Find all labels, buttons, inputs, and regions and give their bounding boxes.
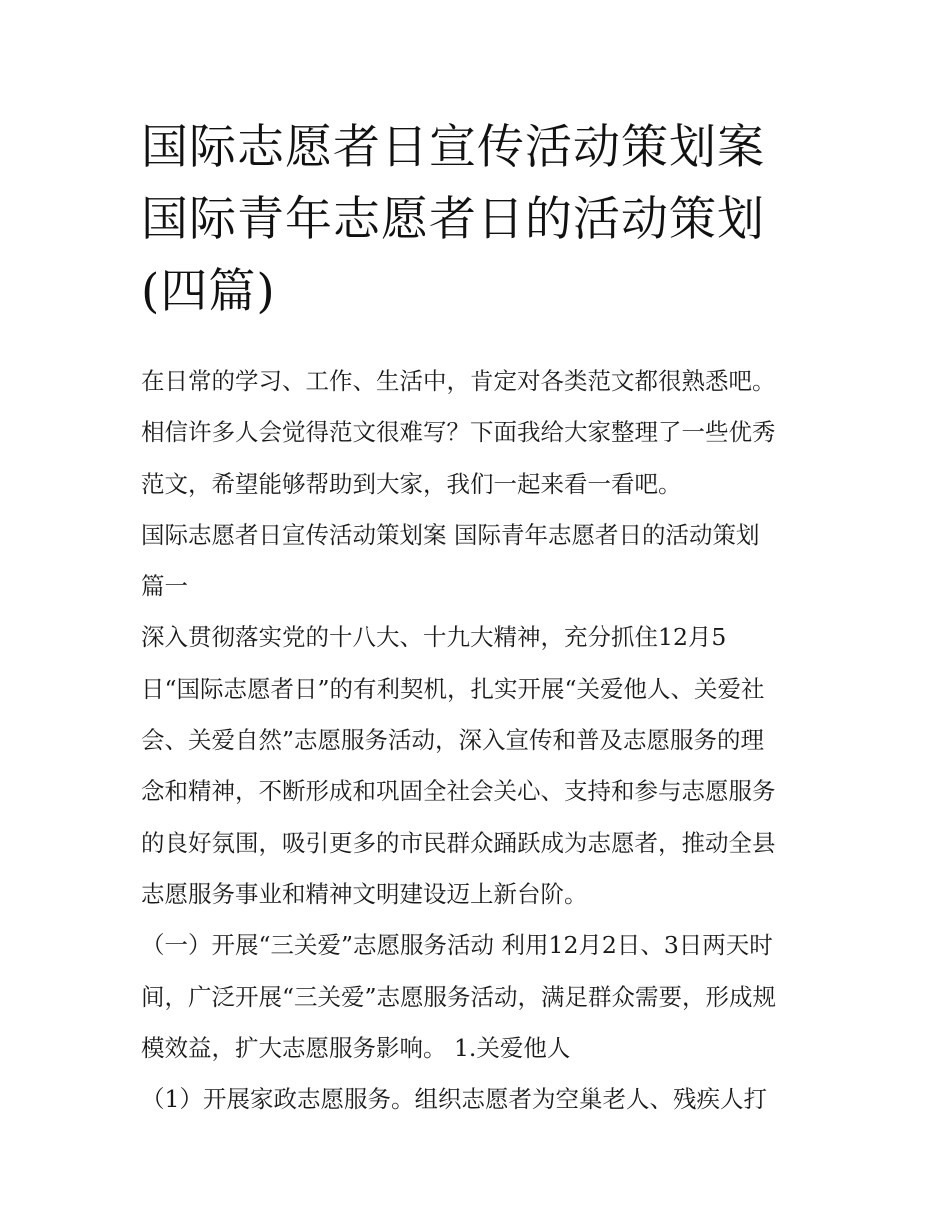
paragraph-line: 模效益，扩大志愿服务影响。 1.关爱他人 (141, 1033, 571, 1062)
paragraph-line: 的良好氛围，吸引更多的市民群众踊跃成为志愿者，推动全县 (141, 828, 776, 857)
intro-line: 范文，希望能够帮助到大家，我们一起来看一看吧。 (141, 469, 682, 498)
title-line: (四篇) (141, 264, 276, 319)
paragraph-line: 日“国际志愿者日”的有利契机，扎实开展“关爱他人、关爱社 (141, 674, 765, 703)
paragraph-line: （1）开展家政志愿服务。组织志愿者为空巢老人、残疾人打 (141, 1085, 767, 1114)
paragraph-line: （一）开展“三关爱”志愿服务活动 利用12月2日、3日两天时 (141, 931, 773, 960)
paragraph-line: 间，广泛开展“三关爱”志愿服务活动，满足群众需要，形成规 (141, 982, 777, 1011)
intro-line: 相信许多人会觉得范文很难写？下面我给大家整理了一些优秀 (141, 418, 776, 447)
paragraph-line: 志愿服务事业和精神文明建设迈上新台阶。 (141, 879, 588, 908)
document-title (141, 112, 831, 328)
paragraph-line: 深入贯彻落实党的十八大、十九大精神，充分抓住12月5 (141, 623, 727, 652)
paragraph-line: 念和精神，不断形成和巩固全社会关心、支持和参与志愿服务 (141, 777, 776, 806)
document-body (141, 356, 831, 1125)
intro-line: 在日常的学习、工作、生活中，肯定对各类范文都很熟悉吧。 (141, 367, 776, 395)
title-line: 国际志愿者日宣传活动策划案 (141, 120, 765, 175)
title-line: 国际青年志愿者日的活动策划 (141, 192, 765, 247)
section-heading-line: 国际志愿者日宣传活动策划案 国际青年志愿者日的活动策划 (141, 520, 760, 549)
section-heading-line: 篇一 (141, 572, 188, 601)
paragraph-line: 会、关爱自然”志愿服务活动，深入宣传和普及志愿服务的理 (141, 726, 765, 755)
